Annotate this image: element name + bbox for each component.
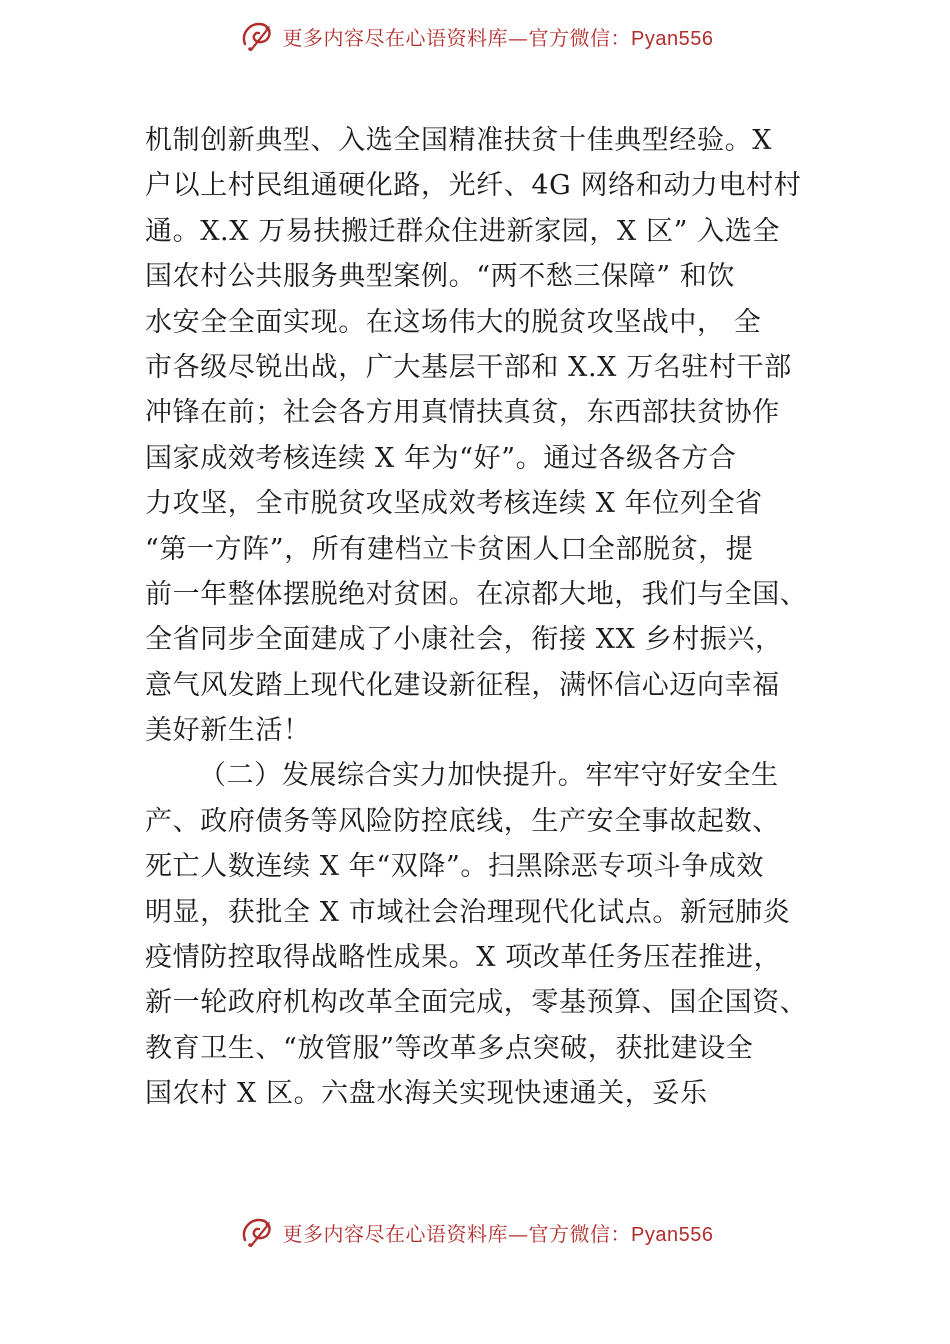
body-line: 国农村公共服务典型案例。“两不愁三保障” 和饮 bbox=[145, 261, 735, 293]
body-line: 教育卫生、“放管服”等改革多点突破，获批建设全 bbox=[145, 1032, 754, 1064]
body-line: “第一方阵”，所有建档立卡贫困人口全部脱贫，提 bbox=[145, 533, 754, 565]
body-line: 市各级尽锐出战，广大基层干部和 X.X 万名驻村干部 bbox=[145, 351, 792, 383]
body-line: 死亡人数连续 X 年“双降”。扫黑除恶专项斗争成效 bbox=[145, 851, 764, 883]
body-line: 新一轮政府机构改革全面完成，零基预算、国企国资、 bbox=[145, 987, 808, 1019]
section-heading-line: （二）发展综合实力加快提升。牢牢守好安全生 bbox=[199, 760, 779, 792]
document-body bbox=[145, 118, 825, 1117]
body-line: 美好新生活！ bbox=[145, 715, 311, 747]
body-line: 水安全全面实现。在这场伟大的脱贫攻坚战中， 全 bbox=[145, 306, 762, 338]
pen-swirl-icon bbox=[237, 16, 277, 56]
footer-watermark bbox=[0, 1210, 950, 1254]
body-line: 通。X.X 万易扶搬迁群众住进新家园，X 区” 入选全 bbox=[145, 215, 780, 247]
body-line: 意气风发踏上现代化建设新征程，满怀信心迈向幸福 bbox=[145, 669, 780, 701]
body-line: 疫情防控取得战略性成果。X 项改革任务压茬推进， bbox=[145, 942, 782, 974]
body-line: 产、政府债务等风险防控底线，生产安全事故起数、 bbox=[145, 805, 780, 837]
wechat-id: Pyan556 bbox=[631, 27, 714, 50]
body-line: 冲锋在前；社会各方用真情扶真贫，东西部扶贫协作 bbox=[145, 397, 780, 429]
body-line: 明显，获批全 X 市域社会治理现代化试点。新冠肺炎 bbox=[145, 896, 791, 928]
body-line: 国农村 X 区。六盘水海关实现快速通关，妥乐 bbox=[145, 1078, 708, 1110]
body-line: 力攻坚，全市脱贫攻坚成效考核连续 X 年位列全省 bbox=[145, 488, 763, 520]
body-line: 机制创新典型、入选全国精准扶贫十佳典型经验。X bbox=[145, 125, 773, 156]
watermark-text: 更多内容尽在心语资料库—官方微信：Pyan556 bbox=[282, 1221, 714, 1246]
header-watermark bbox=[0, 14, 950, 58]
body-line: 国家成效考核连续 X 年为“好”。通过各级各方合 bbox=[145, 442, 737, 474]
wechat-id: Pyan556 bbox=[631, 1223, 714, 1246]
watermark-text: 更多内容尽在心语资料库—官方微信：Pyan556 bbox=[282, 25, 714, 50]
body-line: 户以上村民组通硬化路，光纤、4G 网络和动力电村村 bbox=[145, 170, 802, 202]
body-line: 前一年整体摆脱绝对贫困。在凉都大地，我们与全国、 bbox=[145, 578, 808, 610]
body-line: 全省同步全面建成了小康社会，衔接 XX 乡村振兴， bbox=[145, 624, 783, 656]
pen-swirl-icon bbox=[237, 1212, 277, 1252]
